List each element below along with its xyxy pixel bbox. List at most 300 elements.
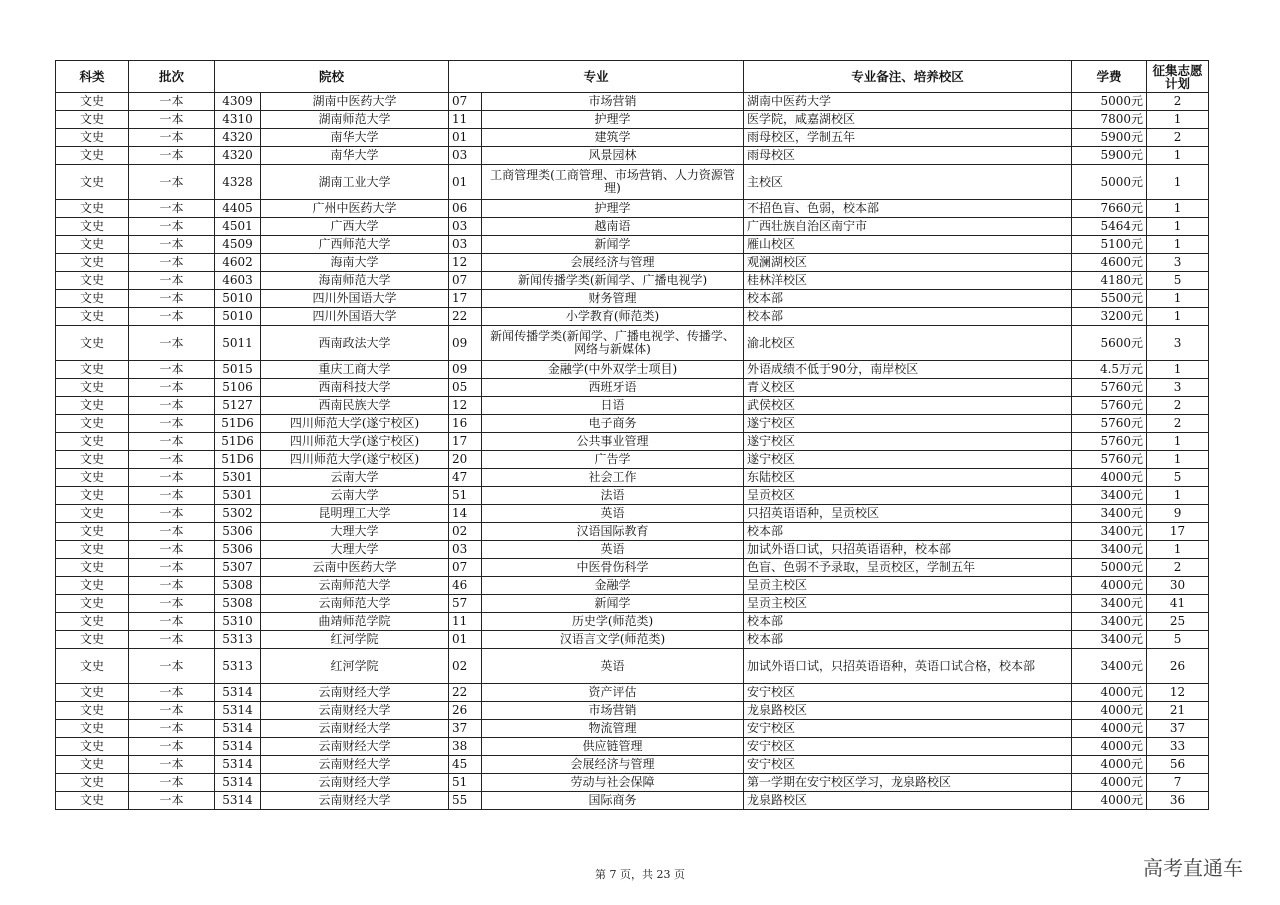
tuition-cell: 4000元	[1072, 774, 1147, 792]
tuition-cell: 4000元	[1072, 469, 1147, 487]
batch-cell: 一本	[129, 702, 215, 720]
school-name-cell: 昆明理工大学	[261, 505, 449, 523]
plan-cell: 1	[1147, 487, 1209, 505]
batch-cell: 一本	[129, 559, 215, 577]
table-row	[56, 165, 1209, 200]
notes-cell: 东陆校区	[744, 469, 1072, 487]
plan-cell: 2	[1147, 93, 1209, 111]
major-code-cell: 12	[449, 254, 482, 272]
tuition-cell: 5900元	[1072, 147, 1147, 165]
school-code-cell: 4509	[215, 236, 261, 254]
major-code-cell: 14	[449, 505, 482, 523]
tuition-cell: 4600元	[1072, 254, 1147, 272]
plan-cell: 1	[1147, 236, 1209, 254]
subject-cell: 文史	[56, 361, 129, 379]
school-name-cell: 云南财经大学	[261, 756, 449, 774]
subject-cell: 文史	[56, 684, 129, 702]
subject-cell: 文史	[56, 433, 129, 451]
school-code-cell: 51D6	[215, 415, 261, 433]
subject-cell: 文史	[56, 200, 129, 218]
header-institution: 院校	[215, 61, 449, 93]
major-code-cell: 16	[449, 415, 482, 433]
tuition-cell: 3400元	[1072, 613, 1147, 631]
school-name-cell: 湖南工业大学	[261, 165, 449, 200]
plan-cell: 7	[1147, 774, 1209, 792]
major-code-cell: 17	[449, 290, 482, 308]
major-name-cell: 会展经济与管理	[482, 756, 744, 774]
school-code-cell: 5314	[215, 738, 261, 756]
notes-cell: 加试外语口试，只招英语语种，校本部	[744, 541, 1072, 559]
table-row	[56, 290, 1209, 308]
batch-cell: 一本	[129, 272, 215, 290]
table-row	[56, 433, 1209, 451]
plan-cell: 5	[1147, 469, 1209, 487]
notes-cell: 雁山校区	[744, 236, 1072, 254]
tuition-cell: 4.5万元	[1072, 361, 1147, 379]
table-row	[56, 308, 1209, 326]
major-code-cell: 45	[449, 756, 482, 774]
major-name-cell: 电子商务	[482, 415, 744, 433]
batch-cell: 一本	[129, 254, 215, 272]
table-row	[56, 541, 1209, 559]
batch-cell: 一本	[129, 451, 215, 469]
tuition-cell: 5760元	[1072, 397, 1147, 415]
table-row	[56, 236, 1209, 254]
school-name-cell: 西南政法大学	[261, 326, 449, 361]
notes-cell: 武侯校区	[744, 397, 1072, 415]
notes-cell: 安宁校区	[744, 756, 1072, 774]
school-code-cell: 5106	[215, 379, 261, 397]
major-code-cell: 03	[449, 236, 482, 254]
major-code-cell: 55	[449, 792, 482, 810]
subject-cell: 文史	[56, 129, 129, 147]
plan-cell: 56	[1147, 756, 1209, 774]
tuition-cell: 5760元	[1072, 433, 1147, 451]
subject-cell: 文史	[56, 756, 129, 774]
plan-cell: 17	[1147, 523, 1209, 541]
major-name-cell: 工商管理类(工商管理、市场营销、人力资源管理)	[482, 165, 744, 200]
major-name-cell: 英语	[482, 649, 744, 684]
table-row	[56, 200, 1209, 218]
subject-cell: 文史	[56, 774, 129, 792]
school-name-cell: 云南财经大学	[261, 702, 449, 720]
header-major: 专业	[449, 61, 744, 93]
batch-cell: 一本	[129, 236, 215, 254]
subject-cell: 文史	[56, 469, 129, 487]
tuition-cell: 3400元	[1072, 631, 1147, 649]
plan-cell: 21	[1147, 702, 1209, 720]
notes-cell: 安宁校区	[744, 738, 1072, 756]
table-row	[56, 254, 1209, 272]
major-name-cell: 公共事业管理	[482, 433, 744, 451]
batch-cell: 一本	[129, 308, 215, 326]
major-code-cell: 46	[449, 577, 482, 595]
plan-cell: 3	[1147, 326, 1209, 361]
subject-cell: 文史	[56, 505, 129, 523]
plan-cell: 30	[1147, 577, 1209, 595]
plan-cell: 1	[1147, 541, 1209, 559]
tuition-cell: 5500元	[1072, 290, 1147, 308]
batch-cell: 一本	[129, 774, 215, 792]
batch-cell: 一本	[129, 361, 215, 379]
tuition-cell: 3400元	[1072, 523, 1147, 541]
school-name-cell: 西南科技大学	[261, 379, 449, 397]
subject-cell: 文史	[56, 290, 129, 308]
tuition-cell: 3400元	[1072, 487, 1147, 505]
subject-cell: 文史	[56, 165, 129, 200]
tuition-cell: 5760元	[1072, 415, 1147, 433]
plan-cell: 5	[1147, 272, 1209, 290]
school-code-cell: 5314	[215, 684, 261, 702]
major-code-cell: 07	[449, 93, 482, 111]
table-row	[56, 792, 1209, 810]
school-name-cell: 云南财经大学	[261, 774, 449, 792]
major-name-cell: 护理学	[482, 200, 744, 218]
plan-cell: 2	[1147, 415, 1209, 433]
school-name-cell: 重庆工商大学	[261, 361, 449, 379]
major-code-cell: 01	[449, 631, 482, 649]
school-code-cell: 5307	[215, 559, 261, 577]
subject-cell: 文史	[56, 792, 129, 810]
school-code-cell: 5314	[215, 702, 261, 720]
major-name-cell: 汉语国际教育	[482, 523, 744, 541]
subject-cell: 文史	[56, 702, 129, 720]
school-name-cell: 云南财经大学	[261, 684, 449, 702]
school-name-cell: 云南财经大学	[261, 792, 449, 810]
header-subject-category: 科类	[56, 61, 129, 93]
subject-cell: 文史	[56, 631, 129, 649]
school-code-cell: 4320	[215, 147, 261, 165]
major-name-cell: 社会工作	[482, 469, 744, 487]
plan-cell: 1	[1147, 200, 1209, 218]
school-code-cell: 5015	[215, 361, 261, 379]
major-name-cell: 金融学(中外双学士项目)	[482, 361, 744, 379]
school-name-cell: 四川师范大学(遂宁校区)	[261, 415, 449, 433]
subject-cell: 文史	[56, 613, 129, 631]
subject-cell: 文史	[56, 93, 129, 111]
batch-cell: 一本	[129, 756, 215, 774]
subject-cell: 文史	[56, 541, 129, 559]
tuition-cell: 3200元	[1072, 308, 1147, 326]
table-row	[56, 738, 1209, 756]
tuition-cell: 4000元	[1072, 702, 1147, 720]
notes-cell: 湖南中医药大学	[744, 93, 1072, 111]
school-name-cell: 广西师范大学	[261, 236, 449, 254]
batch-cell: 一本	[129, 541, 215, 559]
header-batch: 批次	[129, 61, 215, 93]
subject-cell: 文史	[56, 523, 129, 541]
plan-cell: 37	[1147, 720, 1209, 738]
school-code-cell: 4405	[215, 200, 261, 218]
plan-cell: 41	[1147, 595, 1209, 613]
school-code-cell: 5306	[215, 523, 261, 541]
school-name-cell: 广西大学	[261, 218, 449, 236]
subject-cell: 文史	[56, 236, 129, 254]
tuition-cell: 5464元	[1072, 218, 1147, 236]
batch-cell: 一本	[129, 397, 215, 415]
notes-cell: 校本部	[744, 523, 1072, 541]
major-name-cell: 护理学	[482, 111, 744, 129]
notes-cell: 广西壮族自治区南宁市	[744, 218, 1072, 236]
notes-cell: 龙泉路校区	[744, 792, 1072, 810]
school-name-cell: 海南师范大学	[261, 272, 449, 290]
major-name-cell: 英语	[482, 541, 744, 559]
subject-cell: 文史	[56, 218, 129, 236]
notes-cell: 雨母校区	[744, 147, 1072, 165]
plan-cell: 1	[1147, 308, 1209, 326]
major-code-cell: 07	[449, 272, 482, 290]
school-name-cell: 南华大学	[261, 129, 449, 147]
major-name-cell: 新闻传播学类(新闻学、广播电视学、传播学、网络与新媒体)	[482, 326, 744, 361]
notes-cell: 呈贡主校区	[744, 595, 1072, 613]
school-code-cell: 5314	[215, 792, 261, 810]
major-code-cell: 51	[449, 774, 482, 792]
major-name-cell: 日语	[482, 397, 744, 415]
major-code-cell: 05	[449, 379, 482, 397]
notes-cell: 校本部	[744, 613, 1072, 631]
major-name-cell: 新闻传播学类(新闻学、广播电视学)	[482, 272, 744, 290]
major-name-cell: 市场营销	[482, 702, 744, 720]
subject-cell: 文史	[56, 738, 129, 756]
school-code-cell: 5308	[215, 577, 261, 595]
major-name-cell: 建筑学	[482, 129, 744, 147]
school-code-cell: 5306	[215, 541, 261, 559]
major-name-cell: 财务管理	[482, 290, 744, 308]
subject-cell: 文史	[56, 487, 129, 505]
plan-cell: 33	[1147, 738, 1209, 756]
table-row	[56, 523, 1209, 541]
major-code-cell: 57	[449, 595, 482, 613]
batch-cell: 一本	[129, 200, 215, 218]
tuition-cell: 5000元	[1072, 165, 1147, 200]
school-code-cell: 5313	[215, 649, 261, 684]
table-body	[56, 93, 1209, 810]
school-name-cell: 红河学院	[261, 631, 449, 649]
plan-cell: 2	[1147, 129, 1209, 147]
school-name-cell: 曲靖师范学院	[261, 613, 449, 631]
school-name-cell: 云南财经大学	[261, 720, 449, 738]
major-name-cell: 历史学(师范类)	[482, 613, 744, 631]
tuition-cell: 4000元	[1072, 577, 1147, 595]
plan-cell: 25	[1147, 613, 1209, 631]
batch-cell: 一本	[129, 487, 215, 505]
notes-cell: 不招色盲、色弱，校本部	[744, 200, 1072, 218]
school-code-cell: 4501	[215, 218, 261, 236]
subject-cell: 文史	[56, 111, 129, 129]
major-name-cell: 英语	[482, 505, 744, 523]
major-code-cell: 03	[449, 218, 482, 236]
table-row	[56, 577, 1209, 595]
major-code-cell: 07	[449, 559, 482, 577]
table-row	[56, 218, 1209, 236]
school-code-cell: 5011	[215, 326, 261, 361]
batch-cell: 一本	[129, 93, 215, 111]
school-name-cell: 云南师范大学	[261, 595, 449, 613]
major-name-cell: 法语	[482, 487, 744, 505]
major-name-cell: 供应链管理	[482, 738, 744, 756]
school-code-cell: 4309	[215, 93, 261, 111]
table-row	[56, 129, 1209, 147]
notes-cell: 龙泉路校区	[744, 702, 1072, 720]
school-code-cell: 51D6	[215, 433, 261, 451]
major-name-cell: 资产评估	[482, 684, 744, 702]
school-code-cell: 4602	[215, 254, 261, 272]
major-code-cell: 11	[449, 613, 482, 631]
notes-cell: 观澜湖校区	[744, 254, 1072, 272]
tuition-cell: 4000元	[1072, 756, 1147, 774]
notes-cell: 遂宁校区	[744, 451, 1072, 469]
batch-cell: 一本	[129, 218, 215, 236]
batch-cell: 一本	[129, 684, 215, 702]
notes-cell: 主校区	[744, 165, 1072, 200]
notes-cell: 呈贡校区	[744, 487, 1072, 505]
batch-cell: 一本	[129, 147, 215, 165]
major-code-cell: 38	[449, 738, 482, 756]
tuition-cell: 3400元	[1072, 541, 1147, 559]
subject-cell: 文史	[56, 577, 129, 595]
plan-cell: 5	[1147, 631, 1209, 649]
table-row	[56, 397, 1209, 415]
major-name-cell: 汉语言文学(师范类)	[482, 631, 744, 649]
school-code-cell: 4603	[215, 272, 261, 290]
notes-cell: 外语成绩不低于90分，南岸校区	[744, 361, 1072, 379]
major-name-cell: 新闻学	[482, 236, 744, 254]
table-row	[56, 469, 1209, 487]
batch-cell: 一本	[129, 631, 215, 649]
major-name-cell: 国际商务	[482, 792, 744, 810]
school-code-cell: 5010	[215, 290, 261, 308]
table-row	[56, 684, 1209, 702]
tuition-cell: 5000元	[1072, 93, 1147, 111]
subject-cell: 文史	[56, 649, 129, 684]
batch-cell: 一本	[129, 290, 215, 308]
watermark: 高考直通车	[1143, 856, 1243, 880]
tuition-cell: 4000元	[1072, 720, 1147, 738]
major-code-cell: 47	[449, 469, 482, 487]
tuition-cell: 4000元	[1072, 684, 1147, 702]
plan-cell: 1	[1147, 218, 1209, 236]
notes-cell: 安宁校区	[744, 684, 1072, 702]
notes-cell: 青义校区	[744, 379, 1072, 397]
major-code-cell: 22	[449, 308, 482, 326]
plan-cell: 26	[1147, 649, 1209, 684]
plan-cell: 1	[1147, 111, 1209, 129]
plan-cell: 3	[1147, 379, 1209, 397]
plan-cell: 1	[1147, 361, 1209, 379]
school-code-cell: 5127	[215, 397, 261, 415]
school-code-cell: 5301	[215, 469, 261, 487]
school-name-cell: 湖南师范大学	[261, 111, 449, 129]
subject-cell: 文史	[56, 326, 129, 361]
table-row	[56, 93, 1209, 111]
batch-cell: 一本	[129, 415, 215, 433]
school-code-cell: 5314	[215, 774, 261, 792]
table-row	[56, 487, 1209, 505]
school-code-cell: 5301	[215, 487, 261, 505]
major-name-cell: 劳动与社会保障	[482, 774, 744, 792]
table-row	[56, 415, 1209, 433]
school-code-cell: 4328	[215, 165, 261, 200]
major-name-cell: 市场营销	[482, 93, 744, 111]
plan-cell: 9	[1147, 505, 1209, 523]
admission-table	[55, 60, 1209, 810]
batch-cell: 一本	[129, 433, 215, 451]
notes-cell: 遂宁校区	[744, 415, 1072, 433]
major-name-cell: 物流管理	[482, 720, 744, 738]
table-row	[56, 595, 1209, 613]
subject-cell: 文史	[56, 308, 129, 326]
subject-cell: 文史	[56, 595, 129, 613]
major-name-cell: 越南语	[482, 218, 744, 236]
tuition-cell: 3400元	[1072, 649, 1147, 684]
batch-cell: 一本	[129, 738, 215, 756]
tuition-cell: 4000元	[1072, 738, 1147, 756]
batch-cell: 一本	[129, 613, 215, 631]
batch-cell: 一本	[129, 505, 215, 523]
tuition-cell: 5100元	[1072, 236, 1147, 254]
table-row	[56, 379, 1209, 397]
tuition-cell: 4180元	[1072, 272, 1147, 290]
major-code-cell: 11	[449, 111, 482, 129]
notes-cell: 遂宁校区	[744, 433, 1072, 451]
subject-cell: 文史	[56, 379, 129, 397]
subject-cell: 文史	[56, 272, 129, 290]
school-name-cell: 红河学院	[261, 649, 449, 684]
notes-cell: 第一学期在安宁校区学习，龙泉路校区	[744, 774, 1072, 792]
table-row	[56, 505, 1209, 523]
plan-cell: 1	[1147, 433, 1209, 451]
notes-cell: 桂林洋校区	[744, 272, 1072, 290]
batch-cell: 一本	[129, 792, 215, 810]
notes-cell: 雨母校区，学制五年	[744, 129, 1072, 147]
major-name-cell: 风景园林	[482, 147, 744, 165]
major-code-cell: 01	[449, 165, 482, 200]
table-row	[56, 451, 1209, 469]
major-code-cell: 22	[449, 684, 482, 702]
batch-cell: 一本	[129, 165, 215, 200]
school-name-cell: 四川外国语大学	[261, 290, 449, 308]
school-name-cell: 云南财经大学	[261, 738, 449, 756]
tuition-cell: 4000元	[1072, 792, 1147, 810]
tuition-cell: 3400元	[1072, 505, 1147, 523]
subject-cell: 文史	[56, 415, 129, 433]
plan-cell: 1	[1147, 451, 1209, 469]
school-code-cell: 5310	[215, 613, 261, 631]
batch-cell: 一本	[129, 720, 215, 738]
school-name-cell: 大理大学	[261, 523, 449, 541]
school-code-cell: 5314	[215, 756, 261, 774]
batch-cell: 一本	[129, 577, 215, 595]
school-name-cell: 南华大学	[261, 147, 449, 165]
major-code-cell: 03	[449, 147, 482, 165]
school-code-cell: 5302	[215, 505, 261, 523]
school-name-cell: 大理大学	[261, 541, 449, 559]
table-row	[56, 111, 1209, 129]
school-code-cell: 5010	[215, 308, 261, 326]
major-code-cell: 09	[449, 326, 482, 361]
school-name-cell: 四川师范大学(遂宁校区)	[261, 433, 449, 451]
plan-cell: 1	[1147, 165, 1209, 200]
major-code-cell: 12	[449, 397, 482, 415]
table-row	[56, 702, 1209, 720]
notes-cell: 安宁校区	[744, 720, 1072, 738]
batch-cell: 一本	[129, 595, 215, 613]
table-row	[56, 361, 1209, 379]
school-name-cell: 云南大学	[261, 469, 449, 487]
school-name-cell: 海南大学	[261, 254, 449, 272]
major-code-cell: 09	[449, 361, 482, 379]
notes-cell: 医学院，咸嘉湖校区	[744, 111, 1072, 129]
